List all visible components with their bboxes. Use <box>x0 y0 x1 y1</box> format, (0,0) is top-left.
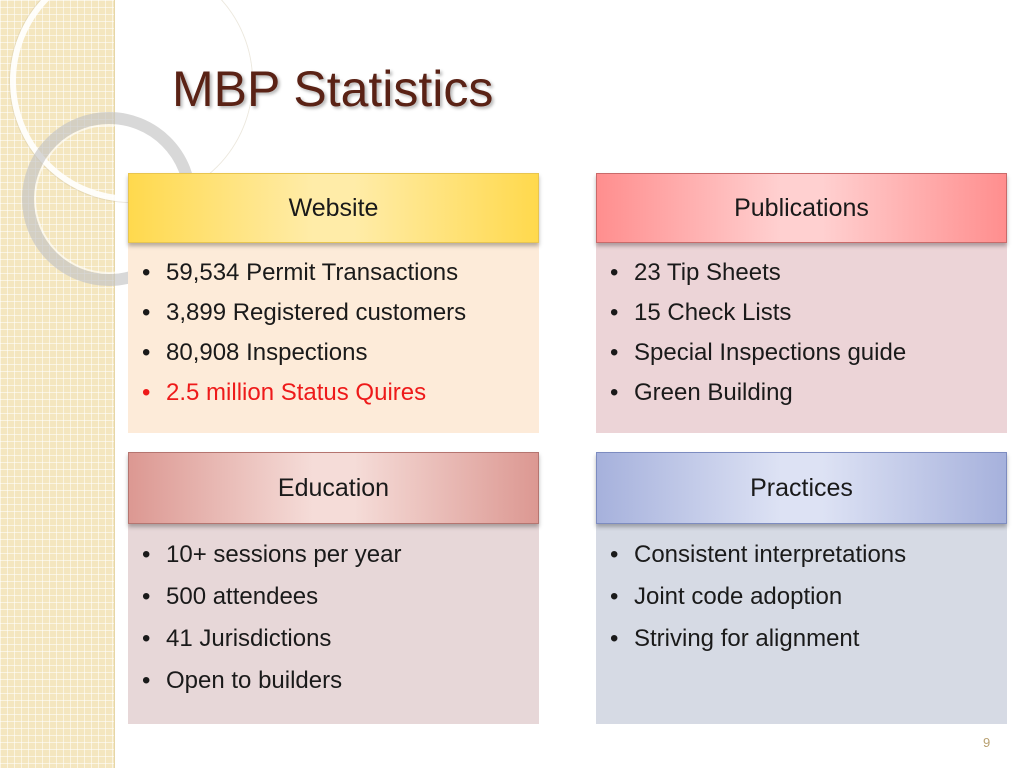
list-item <box>142 660 539 702</box>
list-item-text: 80,908 Inspections <box>166 339 368 366</box>
bullet-icon: • <box>610 379 619 406</box>
list-item-text: Consistent interpretations <box>634 541 907 568</box>
list-item <box>610 618 1007 660</box>
education-panel <box>128 452 539 724</box>
list-item-text: Open to builders <box>166 667 343 694</box>
bullet-icon: • <box>142 667 151 694</box>
list-item <box>142 534 539 576</box>
list-item <box>142 253 539 293</box>
practices-panel-list <box>596 524 1007 724</box>
list-item-text: Green Building <box>634 379 793 406</box>
list-item-text: 41 Jurisdictions <box>166 625 332 652</box>
list-item <box>142 333 539 373</box>
list-item <box>610 576 1007 618</box>
bullet-icon: • <box>142 583 151 610</box>
publications-panel-list <box>596 243 1007 433</box>
list-item-text: 3,899 Registered customers <box>166 299 467 326</box>
bullet-icon: • <box>142 379 151 406</box>
list-item <box>610 293 1007 333</box>
list-item-text: 2.5 million Status Quires <box>166 379 427 406</box>
education-panel-list <box>128 524 539 724</box>
list-item-text: Special Inspections guide <box>634 339 907 366</box>
list-item <box>142 618 539 660</box>
list-item <box>142 576 539 618</box>
website-panel <box>128 173 539 433</box>
list-item-text: Striving for alignment <box>634 625 860 652</box>
bullet-icon: • <box>142 299 151 326</box>
bullet-icon: • <box>610 541 619 568</box>
education-panel-header: Education <box>128 452 539 524</box>
bullet-icon: • <box>142 541 151 568</box>
list-item <box>142 293 539 333</box>
list-item-text: 59,534 Permit Transactions <box>166 259 459 286</box>
publications-panel <box>596 173 1007 433</box>
list-item-text: Joint code adoption <box>634 583 843 610</box>
bullet-icon: • <box>142 625 151 652</box>
bullet-icon: • <box>610 339 619 366</box>
publications-panel-header: Publications <box>596 173 1007 243</box>
bullet-icon: • <box>610 625 619 652</box>
website-panel-header: Website <box>128 173 539 243</box>
website-panel-list <box>128 243 539 433</box>
bullet-icon: • <box>142 259 151 286</box>
practices-panel-header: Practices <box>596 452 1007 524</box>
list-item-text: 10+ sessions per year <box>166 541 402 568</box>
practices-panel <box>596 452 1007 724</box>
list-item-highlighted <box>142 373 539 413</box>
list-item-text: 500 attendees <box>166 583 319 610</box>
bullet-icon: • <box>610 299 619 326</box>
list-item <box>610 253 1007 293</box>
bullet-icon: • <box>610 583 619 610</box>
list-item <box>610 373 1007 413</box>
bullet-icon: • <box>610 259 619 286</box>
list-item <box>610 534 1007 576</box>
list-item <box>610 333 1007 373</box>
slide-title: MBP Statistics <box>172 61 494 117</box>
list-item-text: 15 Check Lists <box>634 299 792 326</box>
page-number: 9 <box>983 735 991 750</box>
list-item-text: 23 Tip Sheets <box>634 259 781 286</box>
bullet-icon: • <box>142 339 151 366</box>
